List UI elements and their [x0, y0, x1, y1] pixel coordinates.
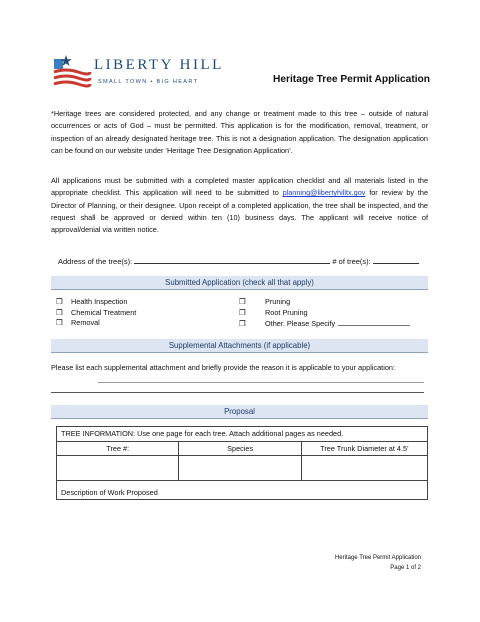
checkbox-health-inspection[interactable]	[56, 297, 136, 308]
submission-text-end: for review by the Director of Planning, or their designee. Upon receipt of a completed application, the tree shall be inspected, and the request shall be approved or denied within ten (10) business days. The applicant will receive notice of approval/denial via written notice.	[51, 188, 428, 235]
checkbox-icon: ❒	[239, 307, 246, 317]
checkbox-other[interactable]	[239, 318, 410, 330]
checkbox-icon: ❒	[56, 318, 63, 327]
checkbox-pruning[interactable]	[239, 297, 410, 308]
checkbox-icon: ❒	[56, 297, 63, 306]
tree-info-note: TREE INFORMATION: Use one page for each tree. Attach additional pages as needed.	[57, 427, 428, 442]
supplemental-heading: Supplemental Attachments (if applicable)	[51, 339, 428, 353]
planning-email-link[interactable]: planning@libertyhilltx.gov	[282, 188, 366, 198]
supplemental-input-line-1[interactable]	[98, 382, 424, 383]
checklist-right	[239, 297, 410, 330]
address-label: Address of the tree(s):	[58, 257, 133, 266]
tree-number-header: Tree #:	[57, 442, 179, 456]
flag-star-icon	[52, 52, 92, 94]
footer-page-number: Page 1 of 2	[390, 564, 421, 571]
logo-tagline: SMALL TOWN • BIG HEART	[98, 79, 199, 85]
species-header: Species	[179, 442, 301, 456]
trunk-diameter-header: Tree Trunk Diameter at 4.5’	[301, 442, 427, 456]
checkbox-root-pruning[interactable]	[239, 308, 410, 319]
trunk-diameter-cell[interactable]	[301, 456, 427, 481]
tree-number-cell[interactable]	[57, 456, 179, 481]
tree-information-table	[56, 426, 428, 500]
checklist-left	[56, 297, 136, 329]
checkbox-label: Root Pruning	[265, 307, 308, 317]
supplemental-instruction: Please list each supplemental attachment and briefly provide the reason it is applicable to your application:	[51, 363, 395, 372]
checkbox-label: Other. Please Specify	[265, 319, 336, 328]
submission-paragraph	[51, 175, 428, 236]
checkbox-label: Removal	[71, 318, 100, 327]
tree-count-label: # of tree(s):	[332, 257, 371, 266]
checkbox-label: Chemical Treatment	[71, 307, 137, 317]
checkbox-label: Health Inspection	[71, 297, 128, 306]
submission-text-start: All applications must be submitted with a completed master application checklist and all materials listed in the appropriate checklist. This application will need to be submitted to	[51, 176, 428, 198]
checkbox-icon: ❒	[56, 307, 63, 317]
tree-count-input[interactable]	[373, 255, 419, 264]
footer-doc-name: Heritage Tree Permit Application	[334, 555, 421, 561]
checkbox-label: Pruning	[265, 297, 291, 306]
checkbox-chemical-treatment[interactable]	[56, 308, 136, 319]
address-input[interactable]	[134, 255, 330, 264]
checkbox-icon: ❒	[239, 297, 246, 306]
work-description-label[interactable]: Description of Work Proposed	[57, 481, 428, 500]
logo-wordmark: LIBERTY HILL	[94, 57, 224, 73]
intro-paragraph: *Heritage trees are considered protected, and any change or treatment made to this tree – outside of natural occurrences or acts of God – must be permitted. This application is for the modification, removal, treatment, or inspection of an already designated heritage tree. This is not a designation application. The designation application can be found on our website under ‘Heritage Tree Designation Application’.	[51, 109, 428, 155]
supplemental-input-line-2[interactable]	[51, 392, 424, 393]
liberty-hill-logo	[52, 52, 222, 94]
checkbox-removal[interactable]	[56, 318, 136, 329]
address-row	[58, 255, 419, 266]
species-cell[interactable]	[179, 456, 301, 481]
page-title: Heritage Tree Permit Application	[272, 74, 430, 85]
other-specify-input[interactable]	[338, 318, 410, 326]
checkbox-icon: ❒	[239, 319, 246, 328]
proposal-heading: Proposal	[51, 405, 428, 419]
submitted-application-heading: Submitted Application (check all that apply)	[51, 276, 428, 290]
page-footer	[335, 554, 421, 573]
